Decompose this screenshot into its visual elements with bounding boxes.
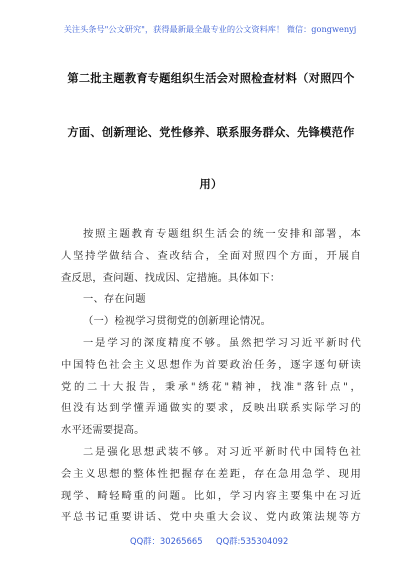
document-title-line-2: 方面、创新理论、党性修养、联系服务群众、先锋模范作: [67, 126, 355, 139]
paragraph-line: 二是强化思想武装不够。对习近平新时代中国特色社: [83, 445, 361, 458]
document-title-line-1: 第二批主题教育专题组织生活会对照检查材料（对照四个: [67, 72, 355, 85]
section-heading: 一、存在问题: [83, 293, 146, 306]
paragraph-line: 一是学习的深度精度不够。虽然把学习习近平新时代: [83, 336, 361, 349]
paragraph-line: 现学、畸轻畸重的问题。比如，学习内容主要集中在习近: [61, 489, 361, 502]
paragraph-line: 平总书记重要讲话、党中央重大会议、党内政策法规等方: [61, 511, 361, 524]
paragraph-line: 党的二十大报告，秉承"绣花"精神，找准"落针点"，: [61, 380, 361, 393]
paragraph-line: 查反思，查问题、找成因、定措施。具体如下：: [61, 271, 281, 284]
paragraph-line: 人坚持学做结合、查改结合，全面对照四个方面，开展自: [61, 249, 361, 262]
paragraph-line: 中国特色社会主义思想作为首要政治任务，逐字逐句研读: [61, 358, 361, 371]
subsection-heading: （一）检视学习贯彻党的创新理论情况。: [83, 315, 272, 328]
document-title-line-3: 用）: [199, 178, 223, 191]
paragraph-line: 按照主题教育专题组织生活会的统一安排和部署，本: [83, 228, 361, 240]
paragraph-line: 水平还需要提高。: [61, 424, 145, 437]
paragraph-line: 但没有达到学懂弄通做实的要求，反映出联系实际学习的: [61, 402, 361, 415]
footer-qq-group-1: QQ群：30265665: [130, 536, 203, 546]
document-body: [61, 224, 361, 529]
paragraph-line: 会主义思想的整体性把握存在差距，存在急用急学、现用: [61, 467, 361, 480]
footer-qq-group-2: QQ群:535304092: [216, 536, 289, 546]
header-banner: 关注头条号"公文研究"，获得最新最全最专业的公文资料库！ 微信：gongwenyj: [63, 24, 357, 34]
